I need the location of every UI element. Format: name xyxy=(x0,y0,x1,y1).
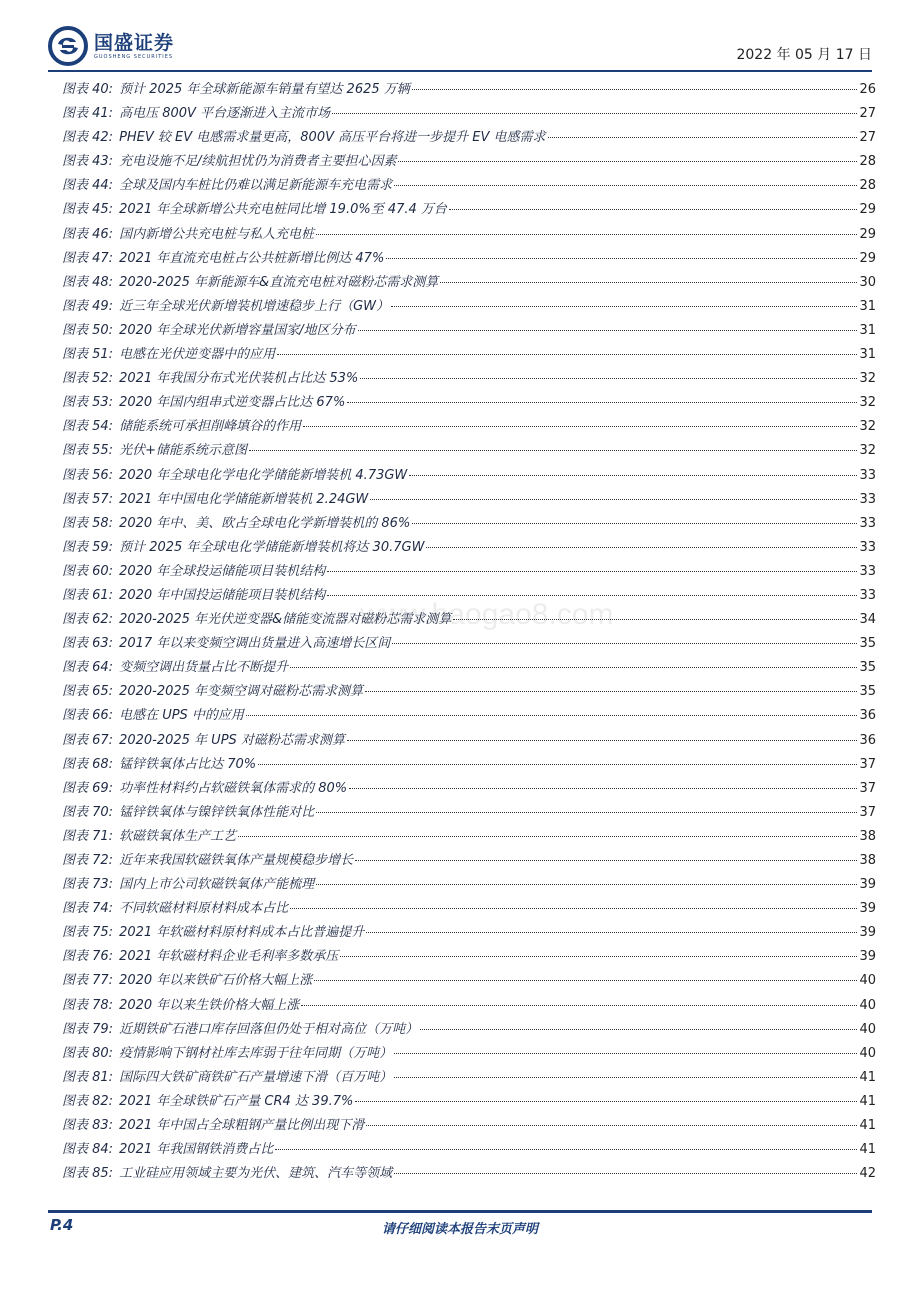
toc-entry-title: 2020-2025 年 UPS 对磁粉芯需求测算 xyxy=(119,732,345,748)
toc-entry[interactable] xyxy=(62,512,876,536)
toc-dot-leader xyxy=(386,258,857,259)
toc-entry-page: 32 xyxy=(859,371,876,387)
toc-dot-leader xyxy=(258,764,857,765)
toc-entry-title: 2020 年国内组串式逆变器占比达 67% xyxy=(119,395,346,411)
toc-entry-page: 39 xyxy=(859,925,876,941)
toc-entry-label: 图表 48: xyxy=(62,274,114,290)
toc-entry-title: 不同软磁材料原材料成本占比 xyxy=(119,901,289,917)
toc-entry-page: 38 xyxy=(859,853,876,868)
toc-entry-label: 图表 54: xyxy=(62,419,114,435)
toc-entry-title: 软磁铁氧体生产工艺 xyxy=(119,828,237,844)
toc-entry-title: 2020-2025 年变频空调对磁粉芯需求测算 xyxy=(119,684,364,700)
toc-entry-title: 2020 年全球电化学电化学储能新增装机 4.73GW xyxy=(119,467,408,483)
toc-entry[interactable] xyxy=(62,223,876,247)
toc-entry[interactable] xyxy=(62,921,876,945)
toc-dot-leader xyxy=(327,595,857,596)
toc-entry-page: 32 xyxy=(859,443,876,459)
toc-entry[interactable] xyxy=(62,1138,876,1162)
toc-entry-title: 2021 年软磁材料企业毛利率多数承压 xyxy=(119,949,339,965)
toc-dot-leader xyxy=(314,980,857,981)
toc-entry-page: 34 xyxy=(859,612,876,628)
toc-dot-leader xyxy=(332,113,857,114)
toc-entry[interactable] xyxy=(62,1162,876,1186)
company-logo xyxy=(48,26,174,66)
toc-entry-title: 锰锌铁氧体与镍锌铁氧体性能对比 xyxy=(119,804,315,820)
toc-entry-title: 储能系统可承担削峰填谷的作用 xyxy=(119,419,302,435)
toc-entry-page: 29 xyxy=(859,250,876,266)
toc-entry-label: 图表 41: xyxy=(62,106,114,122)
toc-entry-title: PHEV 较 EV 电感需求量更高，800V 高压平台将进一步提升 EV 电感需求 xyxy=(119,130,546,146)
toc-entry-page: 28 xyxy=(859,154,876,170)
toc-entry-label: 图表 82: xyxy=(62,1093,114,1109)
toc-entry-title: 2021 年中国占全球粗钢产量比例出现下滑 xyxy=(119,1118,365,1134)
toc-entry-label: 图表 50: xyxy=(62,322,114,338)
toc-entry-title: 2021 年直流充电桩占公共桩新增比例达 47% xyxy=(119,250,385,266)
toc-entry[interactable] xyxy=(62,439,876,463)
toc-entry-label: 图表 71: xyxy=(62,828,114,844)
toc-entry-page: 36 xyxy=(859,732,876,748)
toc-entry[interactable] xyxy=(62,1066,876,1090)
toc-entry-title: 近年来我国软磁铁氧体产量规模稳步增长 xyxy=(119,853,354,868)
toc-entry-label: 图表 81: xyxy=(62,1069,114,1085)
toc-entry-label: 图表 44: xyxy=(62,178,114,194)
toc-entry-label: 图表 60: xyxy=(62,563,114,579)
toc-entry[interactable] xyxy=(62,78,876,102)
toc-entry[interactable] xyxy=(62,994,876,1018)
logo-english-name: GUOSHENG SECURITIES xyxy=(94,53,174,60)
toc-dot-leader xyxy=(360,378,857,379)
toc-dot-leader xyxy=(316,234,857,235)
toc-dot-leader xyxy=(347,402,857,403)
toc-entry-label: 图表 45: xyxy=(62,202,114,218)
toc-entry-page: 40 xyxy=(859,997,876,1013)
toc-entry-label: 图表 74: xyxy=(62,901,114,917)
toc-entry-title: 2021 年软磁材料原材料成本占比普遍提升 xyxy=(119,925,365,941)
toc-entry[interactable] xyxy=(62,945,876,969)
toc-dot-leader xyxy=(355,1101,857,1102)
toc-entry[interactable] xyxy=(62,488,876,512)
toc-entry-label: 图表 40: xyxy=(62,82,114,97)
toc-dot-leader xyxy=(303,426,857,427)
toc-entry-label: 图表 55: xyxy=(62,443,114,459)
toc-entry-page: 36 xyxy=(859,708,876,724)
toc-entry[interactable] xyxy=(62,343,876,367)
toc-entry-page: 38 xyxy=(859,828,876,844)
toc-entry[interactable] xyxy=(62,560,876,584)
toc-entry-label: 图表 49: xyxy=(62,298,114,314)
toc-entry-label: 图表 69: xyxy=(62,780,114,796)
toc-dot-leader xyxy=(426,547,857,548)
toc-entry-label: 图表 62: xyxy=(62,612,114,628)
toc-entry[interactable] xyxy=(62,632,876,656)
page-number: P.4 xyxy=(50,1216,74,1234)
toc-entry-title: 2020-2025 年新能源车&直流充电桩对磁粉芯需求测算 xyxy=(119,274,439,290)
toc-entry-page: 27 xyxy=(859,130,876,146)
toc-entry-label: 图表 77: xyxy=(62,973,114,989)
logo-chinese-name: 国盛证券 xyxy=(94,31,175,54)
toc-entry-label: 图表 75: xyxy=(62,925,114,941)
toc-entry-title: 2021 年我国分布式光伏装机占比达 53% xyxy=(119,371,359,387)
footer-disclaimer: 请仔细阅读本报告末页声明 xyxy=(381,1222,538,1237)
toc-entry-title: 高电压 800V 平台逐渐进入主流市场 xyxy=(119,106,331,122)
toc-entry-page: 42 xyxy=(859,1166,876,1182)
toc-entry-title: 2020 年全球投运储能项目装机结构 xyxy=(119,563,326,579)
toc-entry-label: 图表 85: xyxy=(62,1166,114,1182)
toc-entry-title: 锰锌铁氧体占比达 70% xyxy=(119,756,257,772)
toc-entry-page: 41 xyxy=(859,1142,876,1158)
toc-entry[interactable] xyxy=(62,777,876,801)
toc-entry[interactable] xyxy=(62,897,876,921)
toc-entry-title: 2020-2025 年光伏逆变器&储能变流器对磁粉芯需求测算 xyxy=(119,612,452,628)
toc-entry[interactable] xyxy=(62,680,876,704)
toc-entry[interactable] xyxy=(62,391,876,415)
toc-entry-title: 光伏+储能系统示意图 xyxy=(119,443,247,459)
toc-entry-label: 图表 51: xyxy=(62,347,114,363)
toc-entry-title: 国内新增公共充电桩与私人充电桩 xyxy=(119,226,315,242)
toc-dot-leader xyxy=(370,499,857,500)
toc-entry-page: 40 xyxy=(859,973,876,989)
toc-entry[interactable] xyxy=(62,1090,876,1114)
toc-entry-title: 变频空调出货量占比不断提升 xyxy=(119,660,289,676)
toc-dot-leader xyxy=(290,908,857,909)
toc-entry-page: 35 xyxy=(859,684,876,700)
toc-entry-page: 41 xyxy=(859,1118,876,1134)
toc-dot-leader xyxy=(340,956,857,957)
toc-entry[interactable] xyxy=(62,367,876,391)
toc-dot-leader xyxy=(394,1053,857,1054)
toc-dot-leader xyxy=(316,884,857,885)
toc-dot-leader xyxy=(290,667,857,668)
toc-entry[interactable] xyxy=(62,1018,876,1042)
toc-entry[interactable] xyxy=(62,849,876,873)
toc-dot-leader xyxy=(412,523,857,524)
toc-entry-label: 图表 70: xyxy=(62,804,114,820)
toc-entry-label: 图表 52: xyxy=(62,371,114,387)
toc-dot-leader xyxy=(358,330,858,331)
toc-entry-label: 图表 72: xyxy=(62,853,114,868)
toc-entry[interactable] xyxy=(62,704,876,728)
toc-entry-page: 26 xyxy=(859,82,876,97)
toc-dot-leader xyxy=(316,812,857,813)
page-header xyxy=(48,26,872,68)
toc-entry-title: 电感在 UPS 中的应用 xyxy=(119,708,244,724)
guosheng-logo-icon xyxy=(48,26,88,66)
toc-entry-page: 41 xyxy=(859,1093,876,1109)
toc-entry-label: 图表 83: xyxy=(62,1118,114,1134)
toc-entry[interactable] xyxy=(62,873,876,897)
toc-dot-leader xyxy=(301,1005,857,1006)
toc-dot-leader xyxy=(440,282,857,283)
toc-entry-title: 功率性材料约占软磁铁氧体需求的 80% xyxy=(119,780,348,796)
toc-dot-leader xyxy=(409,475,857,476)
toc-entry-label: 图表 59: xyxy=(62,539,114,555)
toc-entry-page: 28 xyxy=(859,178,876,194)
toc-entry[interactable] xyxy=(62,536,876,560)
toc-dot-leader xyxy=(365,691,857,692)
toc-entry-label: 图表 80: xyxy=(62,1045,114,1061)
toc-entry-page: 30 xyxy=(859,274,876,290)
toc-entry-title: 2021 年全球新增公共充电桩同比增 19.0%至 47.4 万台 xyxy=(119,202,447,218)
toc-entry[interactable] xyxy=(62,753,876,777)
toc-entry[interactable] xyxy=(62,102,876,126)
toc-entry[interactable] xyxy=(62,825,876,849)
toc-dot-leader xyxy=(420,1029,857,1030)
toc-entry-label: 图表 64: xyxy=(62,660,114,676)
toc-entry-page: 31 xyxy=(859,298,876,314)
toc-entry[interactable] xyxy=(62,150,876,174)
toc-entry[interactable] xyxy=(62,271,876,295)
toc-entry-page: 35 xyxy=(859,636,876,652)
toc-entry-page: 37 xyxy=(859,780,876,796)
toc-dot-leader xyxy=(277,354,857,355)
toc-entry-page: 31 xyxy=(859,322,876,338)
toc-entry-page: 37 xyxy=(859,804,876,820)
toc-entry-title: 全球及国内车桩比仍难以满足新能源车充电需求 xyxy=(119,178,393,194)
toc-entry-page: 27 xyxy=(859,106,876,122)
toc-entry[interactable] xyxy=(62,1114,876,1138)
toc-entry-title: 预计 2025 年全球电化学储能新增装机将达 30.7GW xyxy=(119,539,425,555)
toc-entry-title: 工业硅应用领域主要为光伏、建筑、汽车等领域 xyxy=(119,1166,393,1182)
toc-dot-leader xyxy=(449,209,858,210)
toc-entry-title: 国内上市公司软磁铁氧体产能梳理 xyxy=(119,877,315,893)
toc-entry-title: 2020 年全球光伏新增容量国家/地区分布 xyxy=(119,322,356,338)
toc-entry-page: 33 xyxy=(859,515,876,531)
toc-dot-leader xyxy=(412,89,858,90)
toc-dot-leader xyxy=(366,932,857,933)
toc-entry-title: 2021 年中国电化学储能新增装机 2.24GW xyxy=(119,491,369,507)
toc-dot-leader xyxy=(246,715,858,716)
toc-entry[interactable] xyxy=(62,729,876,753)
toc-entry-title: 疫情影响下钢材社库去库弱于往年同期（万吨） xyxy=(119,1045,393,1061)
toc-entry-label: 图表 76: xyxy=(62,949,114,965)
toc-entry-title: 2020 年以来铁矿石价格大幅上涨 xyxy=(119,973,313,989)
toc-dot-leader xyxy=(391,306,857,307)
toc-entry[interactable] xyxy=(62,295,876,319)
toc-entry-label: 图表 47: xyxy=(62,250,114,266)
toc-entry-label: 图表 43: xyxy=(62,154,114,170)
toc-entry[interactable] xyxy=(62,415,876,439)
toc-entry-page: 39 xyxy=(859,901,876,917)
toc-dot-leader xyxy=(548,137,858,138)
toc-entry-page: 33 xyxy=(859,563,876,579)
toc-entry-label: 图表 66: xyxy=(62,708,114,724)
toc-entry-label: 图表 46: xyxy=(62,226,114,242)
footer-divider xyxy=(48,1210,872,1213)
toc-dot-leader xyxy=(394,185,857,186)
toc-entry-label: 图表 79: xyxy=(62,1021,114,1037)
toc-entry-label: 图表 73: xyxy=(62,877,114,893)
toc-dot-leader xyxy=(398,161,857,162)
toc-entry-label: 图表 61: xyxy=(62,587,114,603)
toc-entry-title: 预计 2025 年全球新能源车销量有望达 2625 万辆 xyxy=(119,82,410,97)
toc-entry[interactable] xyxy=(62,319,876,343)
toc-entry-label: 图表 67: xyxy=(62,732,114,748)
toc-entry-page: 29 xyxy=(859,226,876,242)
toc-entry-title: 国际四大铁矿商铁矿石产量增速下滑（百万吨） xyxy=(119,1069,393,1085)
toc-entry-page: 32 xyxy=(859,395,876,411)
toc-entry-title: 2020 年以来生铁价格大幅上涨 xyxy=(119,997,300,1013)
toc-entry-page: 39 xyxy=(859,949,876,965)
toc-dot-leader xyxy=(349,788,857,789)
toc-entry-title: 电感在光伏逆变器中的应用 xyxy=(119,347,276,363)
toc-entry-label: 图表 53: xyxy=(62,395,114,411)
toc-entry-title: 2021 年我国钢铁消费占比 xyxy=(119,1142,274,1158)
toc-entry-title: 2020 年中国投运储能项目装机结构 xyxy=(119,587,326,603)
toc-entry-title: 2017 年以来变频空调出货量进入高速增长区间 xyxy=(119,636,391,652)
toc-entry-page: 40 xyxy=(859,1045,876,1061)
toc-entry[interactable] xyxy=(62,464,876,488)
toc-entry-page: 33 xyxy=(859,491,876,507)
toc-entry-label: 图表 84: xyxy=(62,1142,114,1158)
toc-entry-page: 33 xyxy=(859,467,876,483)
toc-entry-label: 图表 65: xyxy=(62,684,114,700)
toc-entry[interactable] xyxy=(62,969,876,993)
toc-entry-page: 40 xyxy=(859,1021,876,1037)
toc-dot-leader xyxy=(392,643,857,644)
toc-entry-label: 图表 68: xyxy=(62,756,114,772)
toc-dot-leader xyxy=(394,1077,857,1078)
toc-entry[interactable] xyxy=(62,198,876,222)
watermark: www.baogao8.com xyxy=(360,598,614,631)
toc-entry-title: 近期铁矿石港口库存回落但仍处于相对高位（万吨） xyxy=(119,1021,419,1037)
header-divider xyxy=(48,70,872,72)
toc-dot-leader xyxy=(394,1173,857,1174)
toc-entry-page: 33 xyxy=(859,539,876,555)
toc-dot-leader xyxy=(366,1125,857,1126)
toc-entry-page: 32 xyxy=(859,419,876,435)
toc-entry-page: 39 xyxy=(859,877,876,893)
toc-entry-label: 图表 56: xyxy=(62,467,114,483)
toc-entry-page: 35 xyxy=(859,660,876,676)
toc-entry-page: 33 xyxy=(859,587,876,603)
toc-entry[interactable] xyxy=(62,801,876,825)
toc-dot-leader xyxy=(347,740,858,741)
toc-dot-leader xyxy=(249,450,857,451)
toc-entry[interactable] xyxy=(62,1042,876,1066)
toc-dot-leader xyxy=(238,836,857,837)
toc-entry-title: 2020 年中、美、欧占全球电化学新增装机的 86% xyxy=(119,515,411,531)
toc-entry-label: 图表 58: xyxy=(62,515,114,531)
report-date: 2022 年 05 月 17 日 xyxy=(736,47,872,63)
toc-entry-page: 41 xyxy=(859,1069,876,1085)
toc-entry-label: 图表 42: xyxy=(62,130,114,146)
toc-entry-title: 近三年全球光伏新增装机增速稳步上行（GW） xyxy=(119,298,389,314)
toc-dot-leader xyxy=(327,571,857,572)
toc-entry-title: 2021 年全球铁矿石产量 CR4 达 39.7% xyxy=(119,1093,354,1109)
figure-index-list xyxy=(62,78,876,1186)
toc-dot-leader xyxy=(275,1149,857,1150)
toc-dot-leader xyxy=(355,860,857,861)
toc-entry[interactable] xyxy=(62,247,876,271)
toc-entry-label: 图表 63: xyxy=(62,636,114,652)
toc-entry-page: 29 xyxy=(859,202,876,218)
toc-entry-page: 37 xyxy=(859,756,876,772)
toc-entry[interactable] xyxy=(62,656,876,680)
toc-entry-label: 图表 78: xyxy=(62,997,114,1013)
toc-entry[interactable] xyxy=(62,174,876,198)
toc-entry-label: 图表 57: xyxy=(62,491,114,507)
toc-entry[interactable] xyxy=(62,126,876,150)
toc-entry-page: 31 xyxy=(859,347,876,363)
toc-entry-title: 充电设施不足/续航担忧仍为消费者主要担心因素 xyxy=(119,154,397,170)
